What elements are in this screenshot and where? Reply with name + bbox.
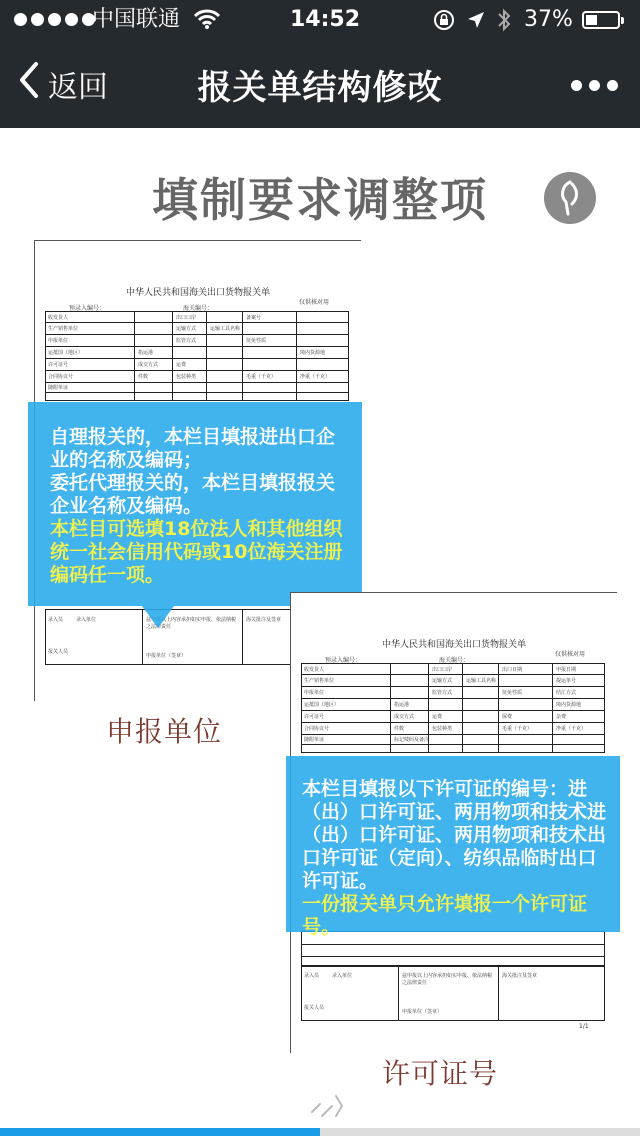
docs-label: 随附单证 bbox=[48, 385, 69, 391]
docs-label: 随附单证 bbox=[304, 737, 325, 743]
form-note: 仅供核对用 bbox=[555, 651, 586, 658]
export-date-label: 出口日期 bbox=[502, 667, 523, 673]
entry-label: 录入员 bbox=[48, 617, 64, 623]
producer-label: 生产销售单位 bbox=[304, 678, 335, 684]
entry-label: 录入员 bbox=[304, 973, 320, 979]
declare-date-label: 申报日期 bbox=[556, 667, 577, 673]
decl-unit-label: 申报单位（签章） bbox=[146, 653, 187, 659]
bill-no-label: 提运单号 bbox=[556, 678, 577, 684]
terms-label: 成交方式 bbox=[394, 714, 415, 720]
entry-unit-label: 录入单位 bbox=[76, 617, 97, 623]
tooltip-card-license bbox=[286, 756, 620, 938]
exporter-label: 收发货人 bbox=[304, 667, 325, 673]
carrier-label: 中国联通 bbox=[92, 7, 181, 32]
caption-license: 许可证号 bbox=[381, 1057, 498, 1090]
battery-percent: 37% bbox=[524, 7, 573, 32]
settlement-label: 结汇方式 bbox=[556, 690, 577, 696]
transport-label: 运输方式 bbox=[176, 326, 197, 332]
destination-label: 运抵国（地区） bbox=[304, 702, 340, 708]
transport-label: 运输方式 bbox=[432, 678, 453, 684]
packing-label: 包装种类 bbox=[176, 374, 197, 380]
exit-port-label: 出口口岸 bbox=[176, 315, 197, 321]
net-label: 净重（千克） bbox=[556, 726, 587, 732]
entry-unit-label: 录入单位 bbox=[332, 973, 353, 979]
page-title: 报关单结构修改 bbox=[197, 68, 443, 108]
tooltip-line-2: 委托代理报关的，本栏目填报报关企业名称及编码。 bbox=[50, 472, 336, 517]
contract-label: 合同协议号 bbox=[304, 726, 330, 732]
tax-nature-label: 征免性质 bbox=[502, 690, 523, 696]
exporter-label: 收发货人 bbox=[48, 315, 69, 321]
marks-label: 标记唛码及备注 bbox=[394, 737, 430, 743]
tooltip-line-1: 自理报关的，本栏目填报进出口企业的名称及编码； bbox=[50, 426, 336, 471]
declarant-label: 申报单位 bbox=[48, 338, 69, 344]
form-title: 中华人民共和国海关出口货物报关单 bbox=[125, 288, 270, 298]
customs-no-label: 海关编号： bbox=[183, 305, 214, 312]
location-icon bbox=[466, 10, 486, 34]
swipe-hint-icon bbox=[308, 1092, 348, 1124]
packages-label: 件数 bbox=[394, 726, 405, 732]
tax-nature-label: 征免性质 bbox=[246, 338, 267, 344]
page-progress-bar bbox=[0, 1128, 640, 1136]
more-menu-icon[interactable] bbox=[571, 80, 618, 91]
filing-no-label: 备案号 bbox=[246, 315, 262, 321]
battery-icon bbox=[582, 11, 620, 29]
back-label: 返回 bbox=[48, 70, 108, 105]
vessel-label: 运输工具名称 bbox=[210, 326, 241, 332]
form-grid bbox=[45, 311, 349, 401]
tooltip-card-declarant bbox=[28, 402, 362, 606]
port-label: 指运港 bbox=[394, 702, 410, 708]
license-label: 许可证号 bbox=[48, 362, 69, 368]
clock: 14:52 bbox=[290, 7, 361, 32]
filler-label: 报关人员 bbox=[48, 649, 69, 655]
contract-label: 合同协议号 bbox=[48, 374, 74, 380]
source-label: 境内货源地 bbox=[300, 350, 326, 356]
misc-label: 杂费 bbox=[556, 714, 567, 720]
gross-label: 毛重（千克） bbox=[502, 726, 533, 732]
freight-label: 运费 bbox=[176, 362, 187, 368]
destination-label: 运抵国（地区） bbox=[48, 350, 84, 356]
rotation-lock-icon bbox=[432, 9, 456, 35]
filler-label: 报关人员 bbox=[304, 1005, 325, 1011]
packages-label: 件数 bbox=[138, 374, 149, 380]
premium-label: 保费 bbox=[502, 714, 513, 720]
bluetooth-icon bbox=[496, 8, 512, 36]
wifi-icon bbox=[194, 8, 220, 34]
form-note: 仅供核对用 bbox=[299, 299, 330, 306]
customs-review-label: 海关批注及签章 bbox=[502, 973, 538, 979]
signal-strength-icon bbox=[14, 13, 95, 26]
trade-mode-label: 监管方式 bbox=[176, 338, 197, 344]
status-bar bbox=[0, 0, 640, 40]
page-progress-fill bbox=[0, 1128, 320, 1136]
declaration-label: 兹申报以上内容承担如实申报、依法纳税之法律责任 bbox=[402, 973, 493, 986]
tooltip-text: 本栏目填报以下许可证的编号：进（出）口许可证、两用物项和技术进（出）口许可证、两用物项和技术出口许可证（定向）、纺织品临时出口许可证。 bbox=[302, 778, 607, 892]
preparer-label: 预录入编号： bbox=[69, 305, 106, 312]
port-label: 指运港 bbox=[138, 350, 154, 356]
producer-label: 生产销售单位 bbox=[48, 326, 79, 332]
preparer-label: 预录入编号： bbox=[325, 657, 362, 664]
freight-label: 运费 bbox=[432, 714, 443, 720]
form-footer-grid bbox=[301, 965, 605, 1021]
declarant-label: 申报单位 bbox=[304, 690, 325, 696]
net-label: 净重（千克） bbox=[300, 374, 331, 380]
section-heading: 填制要求调整项 bbox=[152, 173, 488, 227]
gross-label: 毛重（千克） bbox=[246, 374, 277, 380]
brand-logo-icon bbox=[544, 172, 596, 224]
decl-unit-label: 申报单位（签章） bbox=[402, 1009, 443, 1015]
page-number: 1/1 bbox=[579, 1023, 589, 1030]
nav-bar bbox=[0, 40, 640, 128]
form-grid bbox=[301, 663, 605, 753]
packing-label: 包装种类 bbox=[432, 726, 453, 732]
declaration-label: 兹申报以上内容承担如实申报、依法纳税之法律责任 bbox=[146, 617, 237, 630]
exit-port-label: 出口口岸 bbox=[432, 667, 453, 673]
form-title: 中华人民共和国海关出口货物报关单 bbox=[381, 640, 526, 650]
caption-declarant: 申报单位 bbox=[105, 715, 222, 748]
tooltip-highlight: 本栏目可选填18位法人和其他组织统一社会信用代码或10位海关注册编码任一项。 bbox=[50, 518, 343, 586]
terms-label: 成交方式 bbox=[138, 362, 159, 368]
customs-no-label: 海关编号： bbox=[439, 657, 470, 664]
customs-review-label: 海关批注及签章 bbox=[246, 617, 282, 623]
vessel-label: 运输工具名称 bbox=[466, 678, 497, 684]
source-label: 境内货源地 bbox=[556, 702, 582, 708]
license-label: 许可证号 bbox=[304, 714, 325, 720]
tooltip-pointer bbox=[142, 606, 174, 628]
trade-mode-label: 监管方式 bbox=[432, 690, 453, 696]
tooltip-highlight: 一份报关单只允许填报一个许可证号。 bbox=[302, 893, 588, 938]
